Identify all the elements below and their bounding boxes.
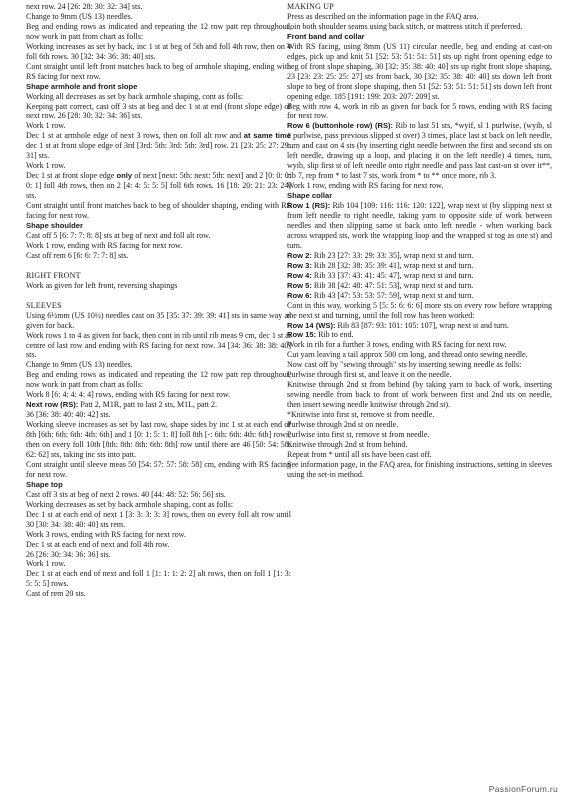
paragraph: Dec 1 st at each end of next and foll 4th row. (26, 539, 170, 549)
text-run: Rib 23 [27: 33: 29: 33: 35], wrap next st and turn. (311, 250, 474, 260)
row-label: Row 3: (287, 260, 312, 270)
text-run: Rib 38 [42: 48: 47: 51: 53], wrap next st and turn. (311, 280, 474, 290)
paragraph: Beg with row 4, work in rib as given for back for 5 rows, ending with RS facing for next row. (287, 101, 552, 121)
paragraph: Working decreases as set by back armhole shaping, cont as folls: (26, 499, 234, 509)
paragraph (287, 121, 552, 181)
row-label: Row 6 (buttonhole row) (RS): (287, 121, 394, 131)
paragraph: Work 1 row. (26, 161, 66, 171)
paragraph: With RS facing, using 8mm (US 11) circular needle, beg and ending at cast-on edges, pick up and knit 51 [52: 53: 51: 51: 51] sts up right front opening edge to beg of front slope shaping, 30 [32: 35: 38: 40: 40] sts up right front slope shaping, 23 [23: 23: 25: 25: 27] sts from back, 30 [32: 35: 38: 40: 40] sts down left front slope to beg of front slope shaping, then 51 [52: 53: 51: 51: 51] sts down left front opening edge. 185 [191: 199: 203: 207: 209] st. (287, 41, 552, 101)
paragraph (287, 330, 552, 340)
text-run: Rib to end. (316, 330, 354, 340)
paragraph: Beg and ending rows as indicated and repeating the 12 row patt rep throughout, now work in patt from chart as folls: (26, 21, 291, 41)
paragraph: Purlwise through first st, and leave it on the needle. (287, 370, 452, 380)
text-run: of next [next: 5th: next: 5th: next] and 2 [0: 0: 0: 0: 1] foll 4th rows, then on 2 [4: 4: 5: 5: 5] foll 6th rows. 16 [18: 20: 21: 23: 24] sts. (26, 171, 291, 201)
paragraph: Working all decreases as set by back armhole shaping, cont as folls: (26, 91, 244, 101)
text-run: Rib 104 [109: 116: 116: 120: 122], wrap next st (by slipping next st from left needle to right needle, taking yarn to opposite side of work between needles and then slipping same st back onto left needle - when working back across wrapped sts, work the wrapping loop and the wrapped st tog as one st) and turn. (287, 201, 553, 250)
text-run: Rib 33 [37: 43: 41: 45: 47], wrap next st and turn. (311, 270, 474, 280)
paragraph (26, 171, 291, 201)
text-run: Rib to last 51 sts, *wyif, sl 1 purlwise, (wyib, sl 1 purlwise, pass previous slipped st over) 3 times, place last st back on left needle, turn and cast on 4 sts (by inserting right needle between the first and second sts on left needle, drawing up a loop, and placing it on the left needle) 4 times, turn, wyib, slip first st of left needle onto right needle and pass last cast-on st over it**, rib 7, rep from * to last 7 sts, work from * to ** once more, rib 3. (287, 121, 553, 181)
paragraph: Join both shoulder seams using back stitch, or mattress stitch if preferred. (287, 21, 523, 31)
text-run: Patt 2, M1R, patt to last 2 sts, M1L, patt 2. (78, 400, 217, 410)
paragraph: Change to 9mm (US 13) needles. (26, 360, 133, 370)
row-label: Row 6: (287, 290, 312, 300)
paragraph: Working sleeve increases as set by last row, shape sides by inc 1 st at each end of 8th [6th: 6th: 6th: 4th: 6th] and 1 [0: 1: 5: 1: 8] foll 8th [-: 6th: 6th: 4th: 6th] rows, then on every foll 10th [8th: 8th: 8th: 6th: 8th] row until there are 46 [50: 54: 58: 62: 62] sts, taking inc sts into patt. (26, 420, 291, 459)
paragraph: Work 8 [6: 4: 4: 4: 4] rows, ending with RS facing for next row. (26, 390, 231, 400)
row-label: Row 15: (287, 330, 317, 340)
paragraph: Work in rib for a further 3 rows, ending with RS facing for next row. (287, 340, 507, 350)
paragraph: Cast off 3 sts at beg of next 2 rows. 40 [44: 48: 52: 56: 56] sts. (26, 489, 226, 499)
paragraph: Cont straight until front matches back to beg of shoulder shaping, ending with RS facing for next row. (26, 201, 291, 221)
paragraph (287, 251, 552, 261)
paragraph (287, 271, 552, 281)
paragraph: Work as given for left front, reversing shapings (26, 280, 178, 290)
section-heading-sleeves: SLEEVES (26, 300, 62, 310)
paragraph: Knitwise through 2nd st from behind (by taking yarn to back of work, inserting sewing needle from back to front of work between first and 2nd sts on needle, then insert sewing needle knitwise through 2nd st). (287, 380, 552, 410)
text-run: Rib 28 [32: 38: 35: 39: 41], wrap next st and turn. (311, 260, 474, 270)
row-label: Row 2: (287, 250, 312, 260)
paragraph: Work 1 row. (26, 121, 66, 131)
paragraph: 36 [36: 38: 40: 40: 42] sts. (26, 410, 111, 420)
paragraph: Cont straight until left front matches back to beg of armhole shaping, ending with RS facing for next row. (26, 61, 291, 81)
paragraph (287, 321, 552, 331)
paragraph: Repeat from * until all sts have been cast off. (287, 449, 432, 459)
paragraph: Dec 1 st at each end of next and foll 1 [1: 1: 1: 2: 2] alt rows, then on foll 1 [1: 3: 5: 5: 5] rows. (26, 569, 291, 589)
paragraph: See information page, in the FAQ area, for finishing instructions, setting in sleeves using the set-in method. (287, 459, 552, 479)
spacer (26, 291, 291, 301)
paragraph: Now cast off by "sewing through" sts by inserting sewing needle as folls: (287, 360, 522, 370)
paragraph: 26 [26: 30: 34: 36: 36] sts. (26, 549, 111, 559)
paragraph: Cast off rem 6 [6: 6: 7: 7: 8] sts. (26, 250, 129, 260)
paragraph: Work 1 row. (26, 559, 66, 569)
section-heading-band: Front band and collar (287, 31, 365, 41)
paragraph: Keeping patt correct, cast off 3 sts at beg and dec 1 st at end (front slope edge) of next row. 26 [28: 30: 32: 34: 36] sts. (26, 101, 291, 121)
paragraph: Knitwise through 2nd st from behind. (287, 439, 408, 449)
paragraph: Cast of rem 20 sts. (26, 589, 86, 599)
spacer (26, 261, 291, 271)
text-run: Dec 1 st at front slope edge (26, 171, 117, 181)
paragraph (26, 400, 291, 410)
text-run: Rib 83 [87: 93: 101: 105: 107], wrap next st and turn. (335, 320, 509, 330)
paragraph: Press as described on the information page in the FAQ area. (287, 11, 479, 21)
row-label: Next row (RS): (26, 400, 79, 410)
paragraph: next row. 24 [26: 28: 30: 32: 34] sts. (26, 2, 143, 11)
paragraph (287, 291, 552, 301)
paragraph (287, 281, 552, 291)
left-column (26, 2, 291, 599)
text-run: dec 1 st at front slope edge of 3rd [3rd: 5th: 3rd: 5th: 3rd] row. 21 [23: 25: 27: 29: 31] sts. (26, 141, 291, 161)
paragraph: Purlwise through 2nd st on needle. (287, 420, 399, 430)
paragraph: Working increases as set by back, inc 1 st at beg of 5th and foll 4th row, then on 4 foll 6th rows. 30 [32: 34: 36: 38: 40] sts. (26, 41, 291, 61)
paragraph: Cut yarn leaving a tail approx 500 cm long, and thread onto sewing needle. (287, 350, 528, 360)
section-heading-right-front: RIGHT FRONT (26, 270, 81, 280)
text-run: Rib 43 [47: 53: 53: 57: 59], wrap next st and turn. (311, 290, 474, 300)
paragraph: Cast off 5 [6: 7: 7: 8: 8] sts at beg of next and foll alt row. (26, 230, 211, 240)
paragraph: Cont straight until sleeve meas 50 [54: 57: 57: 58: 58] cm, ending with RS facing for next row. (26, 459, 291, 479)
row-label: Row 4: (287, 270, 312, 280)
paragraph (26, 131, 291, 161)
paragraph: Change to 9mm (US 13) needles. (26, 11, 133, 21)
right-column (287, 2, 552, 480)
watermark: PassionForum.ru (488, 784, 558, 794)
paragraph (287, 201, 552, 251)
paragraph: Work rows 1 to 4 as given for back, then cont in rib until rib meas 9 cm, dec 1 st at centre of last row and ending with RS facing for next row. 34 [34: 36: 38: 38: 40] sts. (26, 330, 291, 360)
paragraph: Work 1 row, ending with RS facing for next row. (26, 240, 183, 250)
row-label: Row 5: (287, 280, 312, 290)
section-heading-making-up: MAKING UP (287, 2, 334, 11)
section-heading-collar: Shape collar (287, 191, 333, 201)
emphasis: only (116, 171, 133, 181)
row-label: Row 1 (RS): (287, 201, 331, 211)
emphasis: at same time (243, 131, 291, 141)
paragraph: Work 1 row, ending with RS facing for next row. (287, 181, 444, 191)
paragraph: Purlwise into first st, remove st from needle. (287, 429, 430, 439)
section-heading-armhole: Shape armhole and front slope (26, 81, 138, 91)
paragraph: Beg and ending rows as indicated and repeating the 12 row patt rep throughout, now work in patt from chart as folls: (26, 370, 291, 390)
text-run: Dec 1 st at armhole edge of next 3 rows, then on foll alt row and (26, 131, 244, 141)
paragraph: Work 3 rows, ending with RS facing for next row. (26, 529, 186, 539)
paragraph: Dec 1 st at each end of next 1 [3: 3: 3: 3: 3] rows, then on every foll alt row until 30 [30: 34: 38: 40: 40] sts rem. (26, 509, 291, 529)
section-heading-shoulder: Shape shoulder (26, 220, 83, 230)
paragraph: *Knitwise into first st, remove st from needle. (287, 410, 435, 420)
section-heading-top: Shape top (26, 479, 63, 489)
paragraph: Using 6½mm (US 10½) needles cast on 35 [35: 37: 39: 39: 41] sts in same way as given for back. (26, 310, 291, 330)
paragraph (287, 261, 552, 271)
row-label: Row 14 (WS): (287, 320, 336, 330)
paragraph: Cont in this way, working 5 [5: 5: 6: 6: 6] more sts on every row before wrapping the next st and turning, until the foll row has been worked: (287, 300, 552, 320)
